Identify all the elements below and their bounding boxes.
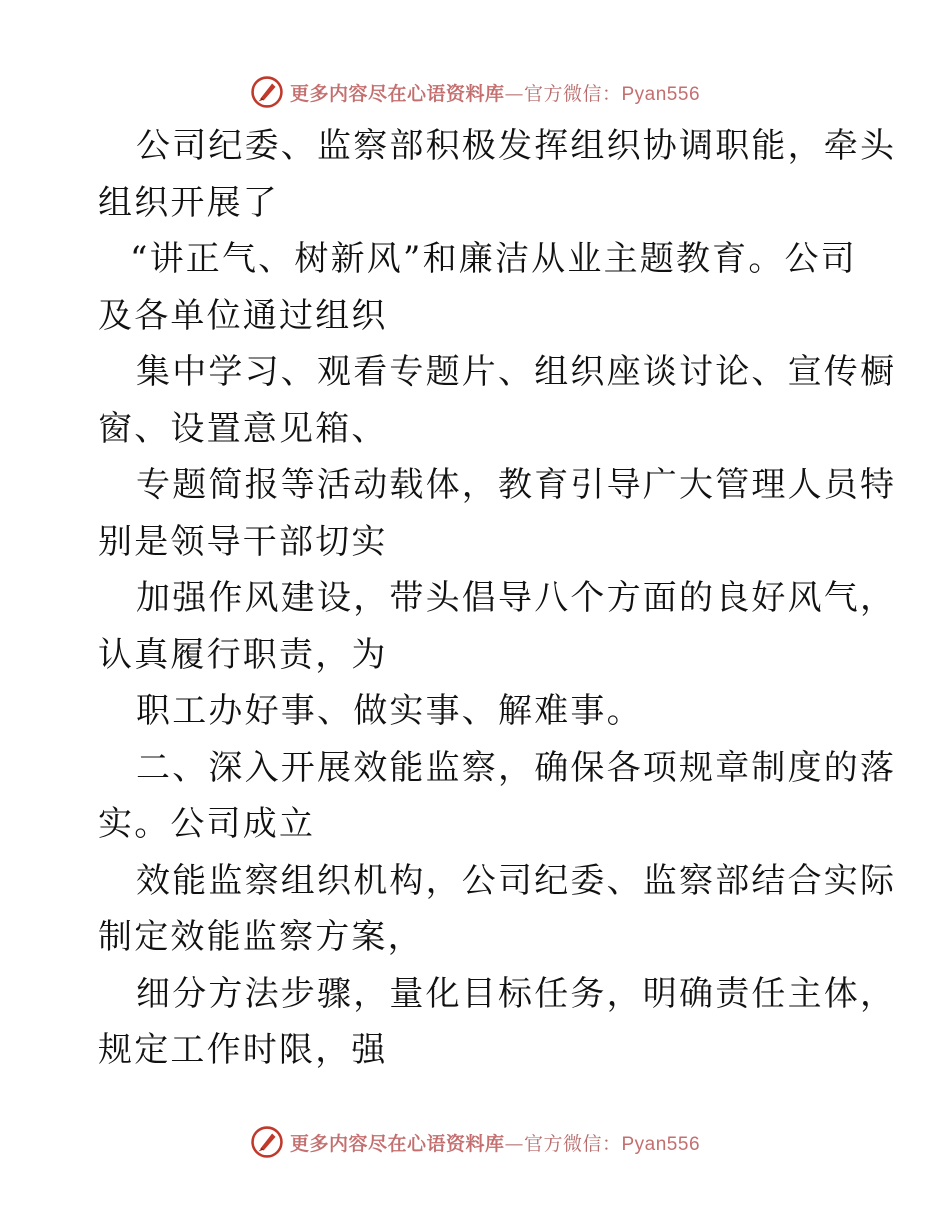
text-line: 组织开展了 <box>98 182 279 223</box>
footer-banner-text <box>290 1129 700 1156</box>
document-body <box>98 118 897 1079</box>
footer-suffix: 官方微信： <box>523 1132 622 1155</box>
footer-separator: — <box>504 1132 524 1155</box>
header-brand: 更多内容尽在心语资料库 <box>289 82 505 105</box>
text-line: 细分方法步骤，量化目标任务，明确责任主体， <box>136 973 897 1014</box>
text-line: 规定工作时限，强 <box>98 1030 388 1070</box>
header-wechat-id: Pyan556 <box>621 83 701 105</box>
text-line: 二、深入开展效能监察，确保各项规章制度的落 <box>136 747 897 788</box>
header-banner <box>0 72 950 112</box>
text-line: 及各单位通过组织 <box>98 295 388 336</box>
text-line: 窗、设置意见箱、 <box>98 408 388 449</box>
text-line: “讲正气、树新风”和廉洁从业主题教育。公司 <box>130 239 857 279</box>
pen-nib-logo-icon <box>250 1125 284 1159</box>
text-line: 实。公司成立 <box>98 804 316 844</box>
text-line: 别是领导干部切实 <box>98 521 388 562</box>
footer-wechat-id: Pyan556 <box>621 1133 701 1155</box>
text-line: 职工办好事、做实事、解难事。 <box>136 691 643 731</box>
text-line: 制定效能监察方案， <box>98 917 424 957</box>
text-line: 认真履行职责，为 <box>98 634 388 675</box>
text-line: 效能监察组织机构，公司纪委、监察部结合实际 <box>136 860 897 901</box>
text-line: 专题简报等活动载体，教育引导广大管理人员特 <box>136 465 897 505</box>
header-separator: — <box>504 82 524 105</box>
text-line: 集中学习、观看专题片、组织座谈讨论、宣传橱 <box>136 352 897 392</box>
pen-nib-logo-icon <box>250 75 284 109</box>
text-line: 公司纪委、监察部积极发挥组织协调职能，牵头 <box>136 126 897 166</box>
footer-banner <box>0 1122 950 1162</box>
footer-brand: 更多内容尽在心语资料库 <box>289 1132 505 1155</box>
header-suffix: 官方微信： <box>523 82 622 105</box>
text-line: 加强作风建设，带头倡导八个方面的良好风气， <box>136 578 897 618</box>
header-banner-text <box>290 79 700 106</box>
